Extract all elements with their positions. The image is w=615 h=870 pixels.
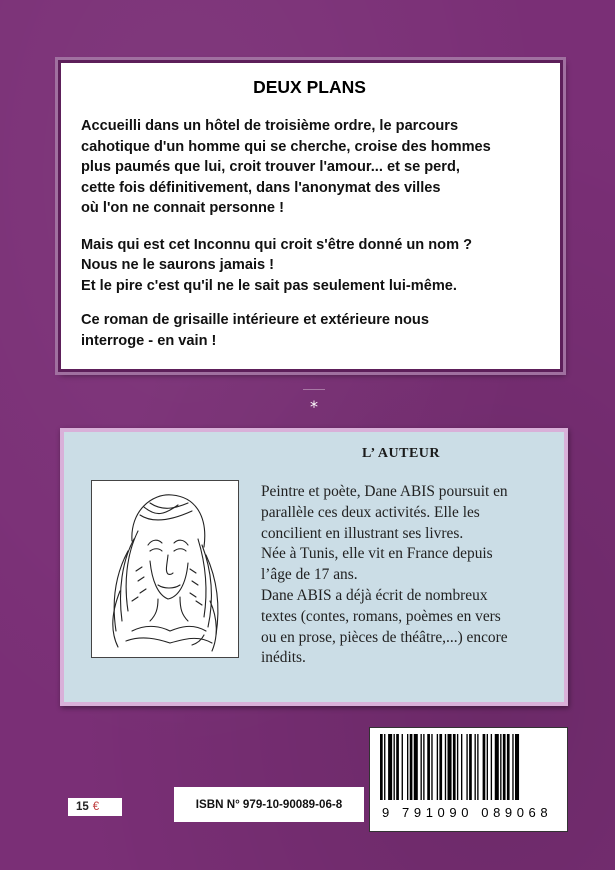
barcode-bar: [507, 734, 510, 800]
author-portrait-sketch: [91, 480, 239, 658]
asterisk-ornament-icon: *: [310, 397, 318, 416]
barcode-bar: [421, 734, 422, 800]
summary-paragraph-2: Mais qui est cet Inconnu qui croit s'être donné un nom ? Nous ne le saurons jamais ! Et le pire c'est qu'il ne le sait pas seulement lui-même.: [81, 236, 473, 294]
barcode-bar: [380, 734, 383, 800]
barcode-bar: [394, 734, 395, 800]
barcode-bars-icon: [370, 728, 567, 803]
barcode-bar: [407, 734, 408, 800]
summary-paragraph-3: Ce roman de grisaille intérieure et extérieure nous interroge - en vain !: [81, 312, 429, 349]
author-heading: L’ AUTEUR: [362, 446, 441, 461]
barcode-bar: [483, 734, 486, 800]
barcode-bar: [414, 734, 418, 800]
barcode-bar: [427, 734, 430, 800]
barcode-digits: 9 791090 089068: [382, 805, 553, 820]
summary-paragraph-1: Accueilli dans un hôtel de troisième ordre, le parcours cahotique d'un homme qui se cherche, croise des hommes plus paumés que lui, croit trouver l'amour... et se perd, cette fois définitivement, dans l'anonymat des villes où l'on ne connait personne !: [81, 118, 491, 216]
barcode-bar: [503, 734, 506, 800]
price-tag: [68, 798, 122, 816]
barcode: [369, 727, 568, 832]
barcode-bar: [431, 734, 432, 800]
summary-title: DEUX PLANS: [253, 77, 366, 97]
barcode-bar: [512, 734, 513, 800]
ornament-divider: [303, 389, 325, 390]
barcode-bar: [469, 734, 472, 800]
barcode-bar: [423, 734, 424, 800]
isbn-label: ISBN N° 979-10-90089-06-8: [174, 787, 364, 822]
barcode-bar: [461, 734, 462, 800]
barcode-bar: [475, 734, 476, 800]
euro-currency-icon: €: [92, 801, 100, 813]
barcode-bar: [384, 734, 385, 800]
barcode-bar: [515, 734, 519, 800]
barcode-bar: [491, 734, 492, 800]
author-panel: [60, 428, 568, 706]
barcode-bar: [437, 734, 438, 800]
barcode-bar: [402, 734, 403, 800]
barcode-bar: [495, 734, 499, 800]
barcode-bar: [457, 734, 458, 800]
author-bio: Peintre et poète, Dane ABIS poursuit en parallèle ces deux activités. Elle les concilient en illustrant ses livres. Née à Tunis, elle vit en France depuis l’âge de 17 ans. Dane ABIS a déjà écrit de nombreux textes (contes, romans, poèmes en vers ou en prose, pièces de théâtre,...) encore inédits.: [261, 483, 508, 667]
barcode-bar: [466, 734, 467, 800]
barcode-bar: [439, 734, 442, 800]
portrait-drawing-icon: [92, 481, 238, 657]
barcode-bar: [448, 734, 452, 800]
summary-panel: [58, 60, 563, 372]
barcode-bar: [500, 734, 501, 800]
barcode-bar: [388, 734, 392, 800]
barcode-bar: [487, 734, 488, 800]
barcode-bar: [396, 734, 399, 800]
price-amount: 15: [76, 801, 89, 813]
barcode-bar: [410, 734, 413, 800]
barcode-bar: [453, 734, 456, 800]
barcode-bar: [477, 734, 478, 800]
barcode-bar: [445, 734, 446, 800]
